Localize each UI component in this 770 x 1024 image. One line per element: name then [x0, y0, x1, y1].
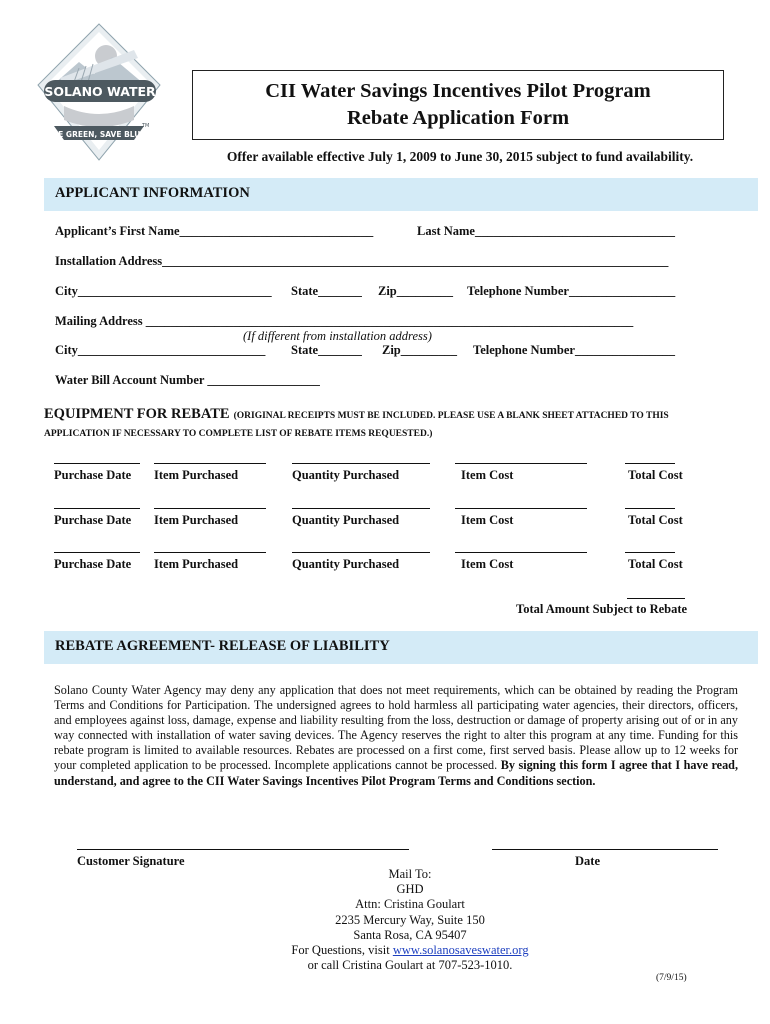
mail-to-label: Mail To:	[388, 867, 432, 881]
mailing-telephone-field[interactable]: Telephone Number________________	[473, 343, 675, 357]
city-field[interactable]: City_______________________________	[55, 284, 272, 298]
total-amount-label: Total Amount Subject to Rebate	[516, 602, 688, 616]
purchase-date-label: Purchase Date	[54, 557, 132, 571]
offer-notice: Offer available effective July 1, 2009 to June 30, 2015 subject to fund availability.	[226, 149, 694, 164]
solano-water-logo	[34, 22, 164, 162]
quantity-purchased-label: Quantity Purchased	[292, 557, 400, 571]
total-cost-input[interactable]	[625, 552, 675, 553]
item-purchased-label: Item Purchased	[154, 513, 239, 527]
total-cost-label: Total Cost	[628, 468, 683, 482]
logo-trademark-text: TM	[142, 123, 150, 129]
rebate-agreement-header	[44, 631, 758, 664]
customer-signature-line[interactable]	[77, 849, 409, 850]
water-bill-account-field[interactable]: Water Bill Account Number __________________	[55, 373, 320, 387]
mailing-state-field[interactable]: State_______	[291, 343, 362, 357]
date-line[interactable]	[492, 849, 718, 850]
purchase-date-input[interactable]	[54, 552, 140, 553]
purchase-date-label: Purchase Date	[54, 468, 132, 482]
quantity-purchased-label: Quantity Purchased	[292, 513, 400, 527]
item-cost-input[interactable]	[455, 508, 587, 509]
applicant-information-header	[44, 178, 758, 211]
item-purchased-input[interactable]	[154, 463, 266, 464]
customer-signature-label: Customer Signature	[77, 854, 185, 868]
telephone-field[interactable]: Telephone Number_________________	[467, 284, 676, 298]
version-date: (7/9/15)	[656, 973, 687, 983]
equipment-heading: EQUIPMENT FOR REBATE	[44, 406, 230, 422]
quantity-purchased-label: Quantity Purchased	[292, 468, 400, 482]
item-cost-label: Item Cost	[461, 513, 514, 527]
mail-street: 2235 Mercury Way, Suite 150	[335, 912, 485, 927]
rebate-agreement-text	[54, 683, 738, 789]
logo-tagline-text: BE GREEN, SAVE BLUE	[52, 130, 146, 139]
equipment-note-line2: APPLICATION IF NECESSARY TO COMPLETE LIST OF REBATE ITEMS REQUESTED.)	[44, 429, 433, 439]
mailing-zip-field[interactable]: Zip_________	[382, 343, 458, 357]
item-purchased-input[interactable]	[154, 508, 266, 509]
item-purchased-label: Item Purchased	[154, 468, 239, 482]
installation-address-field[interactable]: Installation Address_________________________________________________________________________________	[55, 254, 669, 268]
call-line: or call Cristina Goulart at 707-523-1010.	[307, 958, 513, 973]
rebate-agreement-heading: REBATE AGREEMENT- RELEASE OF LIABILITY	[55, 638, 390, 654]
logo-name-text: SOLANO WATER	[44, 84, 156, 99]
form-title-line2: Rebate Application Form	[346, 107, 570, 129]
mail-attention: Attn: Cristina Goulart	[355, 897, 465, 912]
mail-company: GHD	[396, 882, 424, 897]
purchase-date-input[interactable]	[54, 508, 140, 509]
item-purchased-input[interactable]	[154, 552, 266, 553]
questions-prefix: For Questions, visit	[291, 943, 390, 958]
last-name-field[interactable]: Last Name________________________________	[417, 224, 675, 238]
first-name-field[interactable]: Applicant’s First Name_______________________________	[55, 224, 374, 238]
agreement-body: Solano County Water Agency may deny any application that does not meet requirements, which can be obtained by reading the Program Terms and Conditions for Participation. The undersigned agrees to hold harmless all participating water agencies, their directors, officers, and employees against loss, damage, expense and liability resulting from the loss, destruction or damage of property arising out of or in any way connected with installation of water saving devices. The Agency reserves the right to alter this program at any time. Funding for this rebate program is limited to available resources. Rebates are processed on a first come, first served basis. Please allow up to 12 weeks for your completed application to be processed. Incomplete applications cannot be processed.	[54, 683, 738, 773]
mailing-address-field[interactable]: Mailing Address ______________________________________________________________________________	[55, 314, 634, 328]
date-label: Date	[575, 854, 600, 868]
total-cost-label: Total Cost	[628, 557, 683, 571]
quantity-purchased-input[interactable]	[292, 508, 430, 509]
total-amount-input[interactable]	[627, 598, 685, 599]
state-field[interactable]: State_______	[291, 284, 362, 298]
total-cost-input[interactable]	[625, 463, 675, 464]
quantity-purchased-input[interactable]	[292, 463, 430, 464]
form-title-box	[192, 70, 724, 140]
total-cost-label: Total Cost	[628, 513, 683, 527]
equipment-header	[44, 405, 758, 441]
item-cost-label: Item Cost	[461, 557, 514, 571]
total-cost-input[interactable]	[625, 508, 675, 509]
item-cost-label: Item Cost	[461, 468, 514, 482]
applicant-information-heading: APPLICANT INFORMATION	[55, 185, 250, 201]
agreement-bold-statement: By signing this form I agree that I have read, understand, and agree to the CII Water Savings Incentives Pilot Program Terms and Conditions section.	[54, 758, 738, 788]
mailing-city-field[interactable]: City______________________________	[55, 343, 266, 357]
questions-line	[200, 943, 620, 958]
mail-city: Santa Rosa, CA 95407	[353, 927, 467, 942]
quantity-purchased-input[interactable]	[292, 552, 430, 553]
mailing-instructions	[200, 867, 620, 973]
equipment-note-line1: (ORIGINAL RECEIPTS MUST BE INCLUDED. PLEASE USE A BLANK SHEET ATTACHED TO THIS	[233, 411, 669, 421]
mailing-address-note: (If different from installation address)	[243, 329, 432, 343]
purchase-date-input[interactable]	[54, 463, 140, 464]
form-title-line1: CII Water Savings Incentives Pilot Program	[265, 80, 651, 102]
zip-field[interactable]: Zip_________	[378, 284, 454, 298]
item-cost-input[interactable]	[455, 552, 587, 553]
purchase-date-label: Purchase Date	[54, 513, 132, 527]
item-purchased-label: Item Purchased	[154, 557, 239, 571]
website-link[interactable]: www.solanosaveswater.org	[392, 943, 529, 958]
item-cost-input[interactable]	[455, 463, 587, 464]
